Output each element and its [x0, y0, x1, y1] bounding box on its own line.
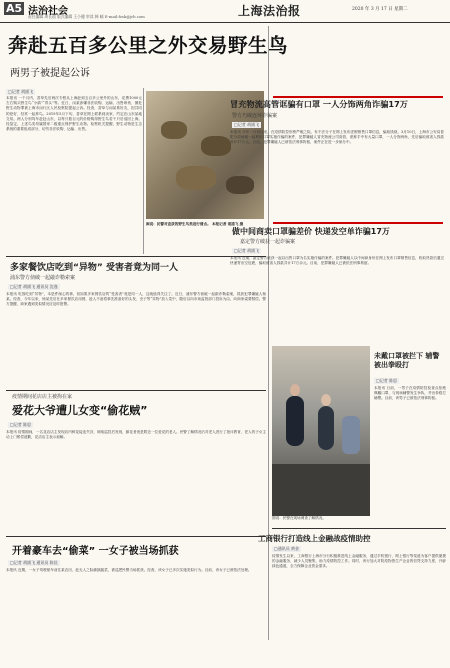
article-hotpot-byline: □记者 胡浦飞 通讯员 沈逸: [10, 284, 58, 289]
article-bank-body: 疫情发生以来，工商银行上海市分行积极推进线上金融服务，通过手机银行、网上银行等渠道为客户提供便捷的金融服务，减少人员聚集，助力疫情防控工作。同时，该行加大对防疫物资生产企业的信贷支持力度，开辟绿色通道，全力保障企业资金需求。: [272, 554, 446, 569]
article-cashier-byline: □记者 胡浦飞: [234, 122, 260, 127]
article-caregiver-title: 爱花大爷遭儿女变“偷花贼”: [12, 404, 148, 417]
article-reply-title: 未戴口罩被拦下 辅警被出拳殴打: [374, 352, 440, 369]
article-bank-byline: □通讯员 黄金: [274, 546, 300, 551]
article-trolley-body: 本报讯 近期，一女子驾驶豪车前往某农田，趁无人之际偷摘蔬菜，被巡逻民警当场抓获。经查，该女子已多次实施类似行为。目前，该女子已被依法处理。: [6, 568, 252, 572]
article-bird-photo-caption: 图说：民警对查获的野生鸟类进行清点。 本报记者 胡浦飞 摄: [146, 222, 244, 226]
article-reply-body: 本报讯 日前，一男子在疫情防控检查点拒绝佩戴口罩，与现场辅警发生争执，并出拳殴打辅警。目前，该男子已被依法刑事拘留。: [374, 386, 446, 401]
article-caregiver-subtitle: 疫情期间花店店主被拘在家: [12, 394, 73, 400]
article-cashier-title: 冒充物流高管诓骗有口罩 一人分饰两角诈骗17万: [230, 99, 408, 109]
article-trolley-byline: □记者 胡浦飞 通讯员 陈佳: [10, 560, 58, 565]
masthead-subnav: 责任编辑 周长禧 版式编辑 王小健 审读 韩 邮 E-mail:fzsh@jrb.com: [28, 14, 145, 19]
article-hotpot-title: 多家餐饮店吃到“异物” 受害者竟为同一人: [10, 263, 178, 273]
article-caregiver-body: 本报讯 疫情期间，一名花店店主发现店内鲜花接连失窃，调取监控后发现，偷花者竟是附近一位爱花的老人。民警了解情况后对老人进行了批评教育，老人的子女主动上门赔偿道歉，花店店主表示谅解。: [6, 430, 266, 440]
article-bird-subtitle: 两男子被提起公诉: [10, 68, 90, 79]
article-fakemask-title: 做中间商卖口罩骗差价 快递发空单诈骗17万: [232, 227, 390, 236]
page-number: A5: [6, 2, 23, 15]
article-bank-title: 工商银行打造线上金融战疫情助控: [258, 534, 371, 543]
article-reply-byline: □记者 陈思: [376, 378, 398, 383]
article-fakemask-byline: □记者 胡浦飞: [234, 248, 260, 253]
article-caregiver-photo: [272, 346, 370, 516]
article-bird-body: 本报讯 一个月内，香草先后两次专程从上海赶到五百多公里外的山东，花费1000元左右购买野生鸟“小鹞”“青头”等。近日，闵某涉嫌非法收购、运输、出售珍贵、濒危野生动物罪被上海市闵行区人民检察院提起公诉。经查，香草与闵某系好友，因共同的爱好，经常一起养鸟。2019年5月下旬，香草在网上联系到卖家，约定在山东某地交易。两人分别驾车赶赴山东，以每只数百元的价格购得野生鸟若干只后返回上海。经鉴定，上述鸟类均属国家二级重点保护野生动物。检察机关提醒，野生动物是生态系统的重要组成部分，切勿非法收购、运输、出售。: [6, 96, 142, 132]
article-trolley-title: 开着豪车去“偷菜” 一女子被当场抓获: [12, 546, 179, 557]
masthead-rule: [0, 22, 450, 23]
article-bird-title: 奔赴五百多公里之外交易野生鸟: [8, 34, 289, 57]
article-bird-byline: □记者 胡浦飞: [8, 89, 34, 94]
issue-date: 2020 年 3 月 17 日 星期二: [352, 7, 408, 12]
section-title: 法治社会: [28, 6, 68, 17]
article-hotpot-subtitle: 浦东警方侦破一起敲诈勒索案: [10, 275, 76, 281]
masthead: [0, 0, 450, 22]
paper-name: 上海法治报: [238, 4, 301, 18]
article-caregiver-photo-caption: 图说：民警在现场调查了解情况。: [272, 516, 326, 520]
article-fakemask-subtitle: 嘉定警方破获一起诈骗案: [240, 239, 296, 245]
article-cashier-body: 本报讯 今年一月份以来，在疫情防控形势严峻之际，有不法分子在网上发布虚假销售口罩信息，骗取钱财。3月10日，上海市公安局普陀分局侦破一起利用口罩实施诈骗的案件，犯罪嫌疑人冒充物流公司高管，谎称手中有大量口罩，一人分饰两角，先后骗取被害人钱款共计17万元。目前，犯罪嫌疑人已被依法刑事拘留，案件正在进一步侦办中。: [230, 130, 444, 145]
article-caregiver-byline: □记者 陈思: [10, 422, 32, 427]
article-hotpot-body: 本报讯 吃饭吃到“异物”，本是件闹心的事，但如果多家餐饮店的“受害者”竟是同一人，这就值得关注了。近日，浦东警方侦破一起敲诈勒索案，抓获犯罪嫌疑人杨某。经查，今年以来，杨某先后在多家餐饮店用餐，趁人不备将事先准备好的头发、虫子等“异物”放入菜中，随后以向市场监管部门投诉为由，向商家索要赔偿。警方提醒，商家遇到类似情况应及时报警。: [6, 292, 266, 307]
article-cashier-subtitle: 警方巧破连环诈骗案: [232, 113, 278, 119]
article-fakemask-body: 本报讯 近期，嘉定警方破获一起以出售口罩为名实施诈骗的案件。犯罪嫌疑人以中间商身份在网上发布口罩销售信息，收取货款后通过快递寄出空包裹，骗取被害人钱款共计17万余元。目前，犯罪嫌疑人已被依法刑事拘留。: [230, 256, 444, 266]
